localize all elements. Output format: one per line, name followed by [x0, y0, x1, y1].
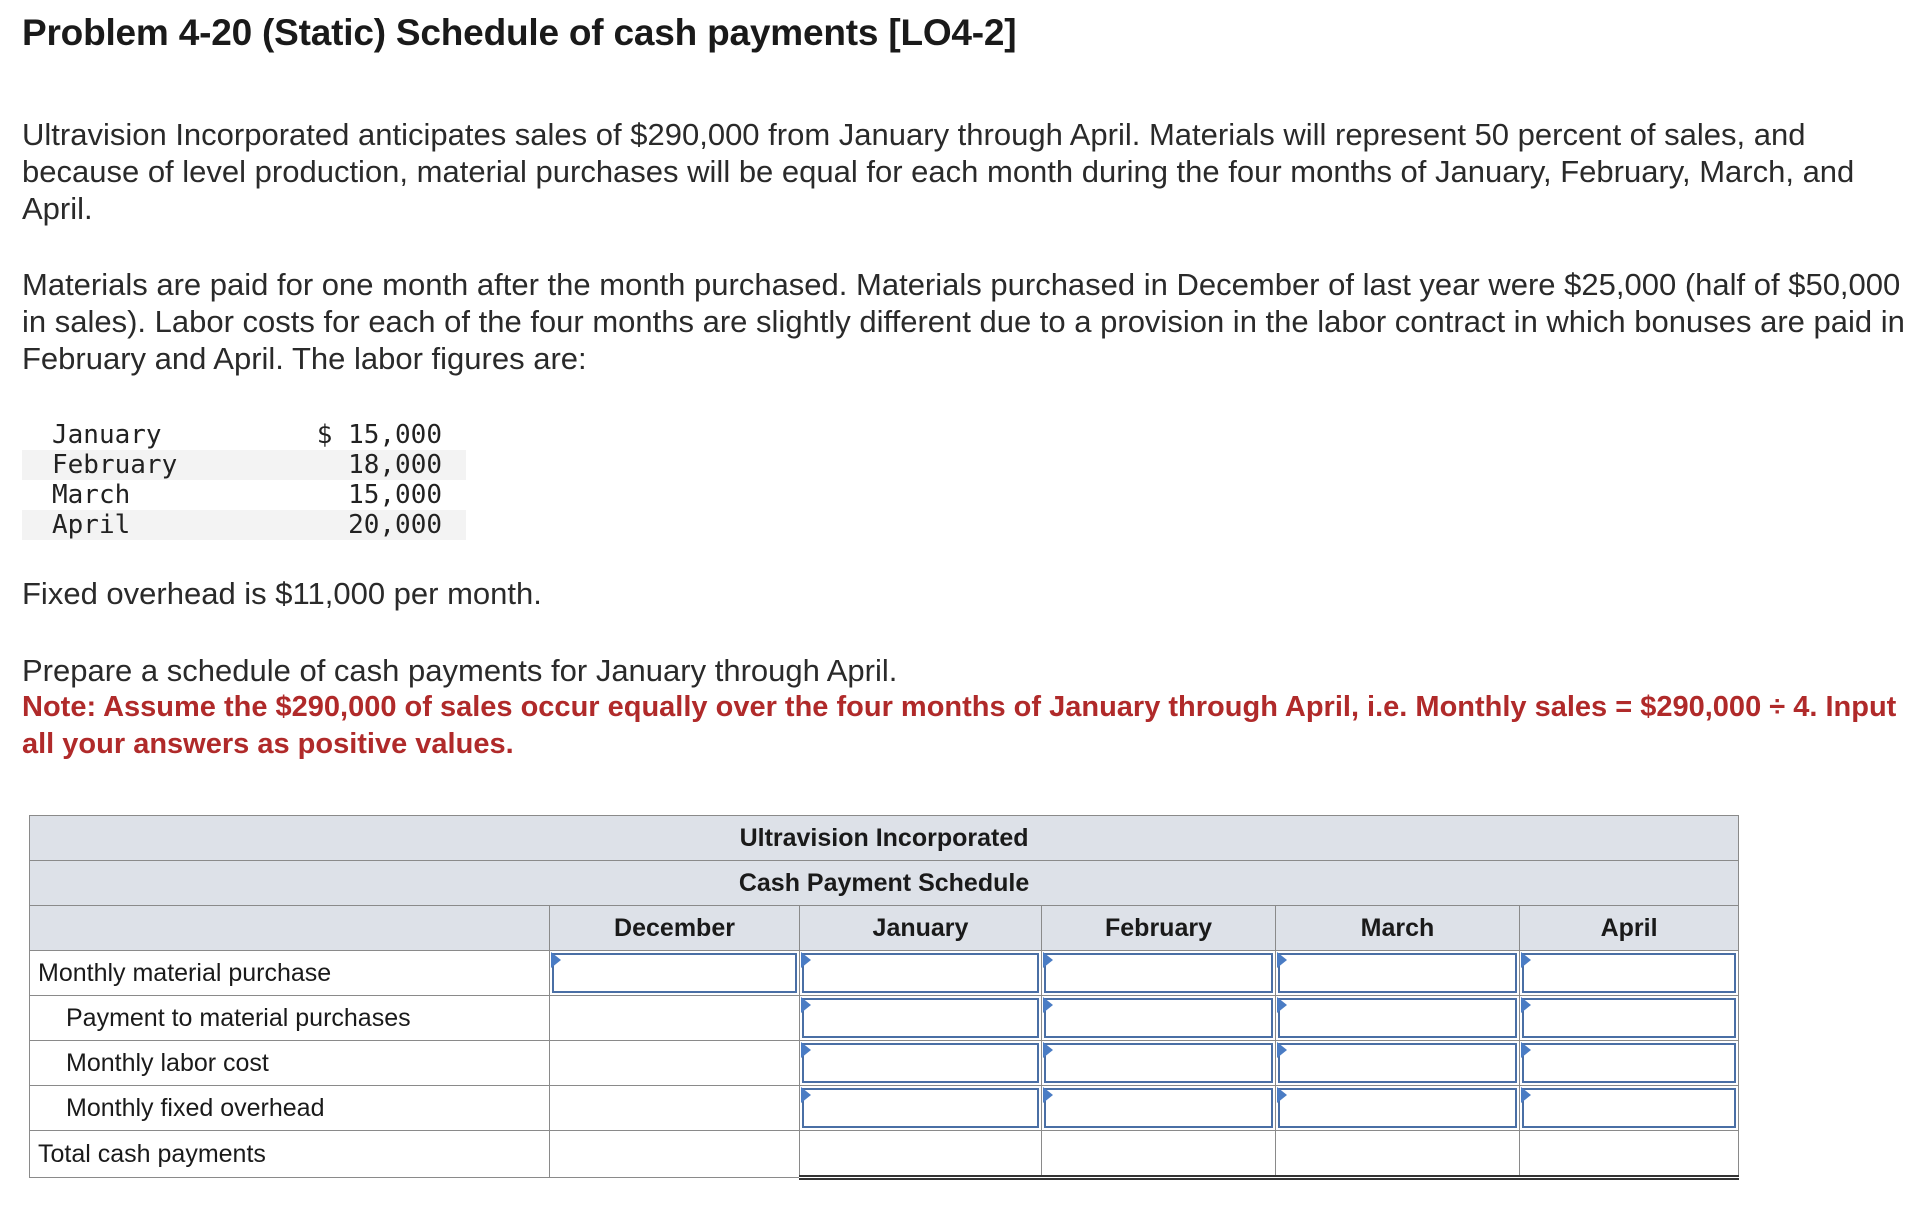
row-label-material-purchase: Monthly material purchase — [30, 951, 550, 996]
column-header-january: January — [800, 906, 1042, 951]
total-cash-payments-february — [1042, 1131, 1276, 1178]
input-payment-materials-february[interactable] — [1042, 996, 1276, 1041]
labor-amount: 15,000 — [348, 480, 442, 510]
input-payment-materials-april[interactable] — [1520, 996, 1739, 1041]
column-header-march: March — [1276, 906, 1520, 951]
input-labor-cost-march[interactable] — [1276, 1041, 1520, 1086]
labor-month: January — [52, 420, 162, 450]
row-label-labor-cost: Monthly labor cost — [30, 1041, 550, 1086]
row-label-total-cash-payments: Total cash payments — [30, 1131, 550, 1178]
schedule-company-row — [30, 816, 1739, 861]
instruction-paragraph: Prepare a schedule of cash payments for January through April. — [22, 653, 898, 688]
input-labor-cost-april[interactable] — [1520, 1041, 1739, 1086]
overhead-paragraph: Fixed overhead is $11,000 per month. — [22, 576, 542, 611]
labor-row — [22, 480, 466, 510]
schedule-subtitle-row — [30, 861, 1739, 906]
input-payment-materials-january[interactable] — [800, 996, 1042, 1041]
input-material-purchase-february[interactable] — [1042, 951, 1276, 996]
row-label-payment-materials: Payment to material purchases — [30, 996, 550, 1041]
empty-cell — [550, 1041, 800, 1086]
labor-month: February — [22, 450, 267, 480]
input-fixed-overhead-january[interactable] — [800, 1086, 1042, 1131]
schedule-company: Ultravision Incorporated — [30, 816, 1739, 861]
schedule-column-header-row — [30, 906, 1739, 951]
note-text: Note: Assume the $290,000 of sales occur equally over the four months of January through April, i.e. Monthly sales = $290,000 ÷ 4. Input all your answers as positive values. — [22, 691, 1897, 760]
input-material-purchase-april[interactable] — [1520, 951, 1739, 996]
labor-amount: 20,000 — [267, 510, 466, 540]
total-cash-payments-january — [800, 1131, 1042, 1178]
input-material-purchase-march[interactable] — [1276, 951, 1520, 996]
schedule-subtitle: Cash Payment Schedule — [30, 861, 1739, 906]
column-header-blank — [30, 906, 550, 951]
labor-amount: $ 15,000 — [316, 420, 442, 450]
table-row — [30, 1041, 1739, 1086]
labor-month: March — [52, 480, 131, 510]
table-row — [30, 996, 1739, 1041]
empty-cell — [550, 1131, 800, 1178]
column-header-december: December — [550, 906, 800, 951]
total-cash-payments-march — [1276, 1131, 1520, 1178]
labor-month: April — [22, 510, 267, 540]
materials-paragraph: Materials are paid for one month after the month purchased. Materials purchased in December of last year were $25,000 (half of $50,000 in sales). Labor costs for each of the four months are slightly different due to a provision in the labor contract in which bonuses are paid in February and April. The labor figures are: — [22, 267, 1905, 376]
table-row — [30, 951, 1739, 996]
total-cash-payments-april — [1520, 1131, 1739, 1178]
row-label-fixed-overhead: Monthly fixed overhead — [30, 1086, 550, 1131]
table-row — [30, 1086, 1739, 1131]
column-header-february: February — [1042, 906, 1276, 951]
labor-amount: 18,000 — [267, 450, 466, 480]
labor-row — [22, 450, 466, 480]
problem-title: Problem 4-20 (Static) Schedule of cash payments [LO4-2] — [22, 12, 1017, 53]
input-material-purchase-december[interactable] — [550, 951, 800, 996]
input-payment-materials-march[interactable] — [1276, 996, 1520, 1041]
table-row — [30, 1131, 1739, 1178]
empty-cell — [550, 996, 800, 1041]
labor-row — [22, 510, 466, 540]
cash-payment-schedule — [29, 815, 1739, 1180]
input-labor-cost-february[interactable] — [1042, 1041, 1276, 1086]
input-material-purchase-january[interactable] — [800, 951, 1042, 996]
labor-row — [22, 420, 466, 450]
input-fixed-overhead-february[interactable] — [1042, 1086, 1276, 1131]
input-fixed-overhead-march[interactable] — [1276, 1086, 1520, 1131]
labor-figures-table — [22, 420, 466, 540]
input-labor-cost-january[interactable] — [800, 1041, 1042, 1086]
empty-cell — [550, 1086, 800, 1131]
column-header-april: April — [1520, 906, 1739, 951]
intro-paragraph: Ultravision Incorporated anticipates sales of $290,000 from January through April. Materials will represent 50 percent of sales, and because of level production, material purchases will be equal for each month during the four months of January, February, March, and April. — [22, 117, 1855, 226]
input-fixed-overhead-april[interactable] — [1520, 1086, 1739, 1131]
